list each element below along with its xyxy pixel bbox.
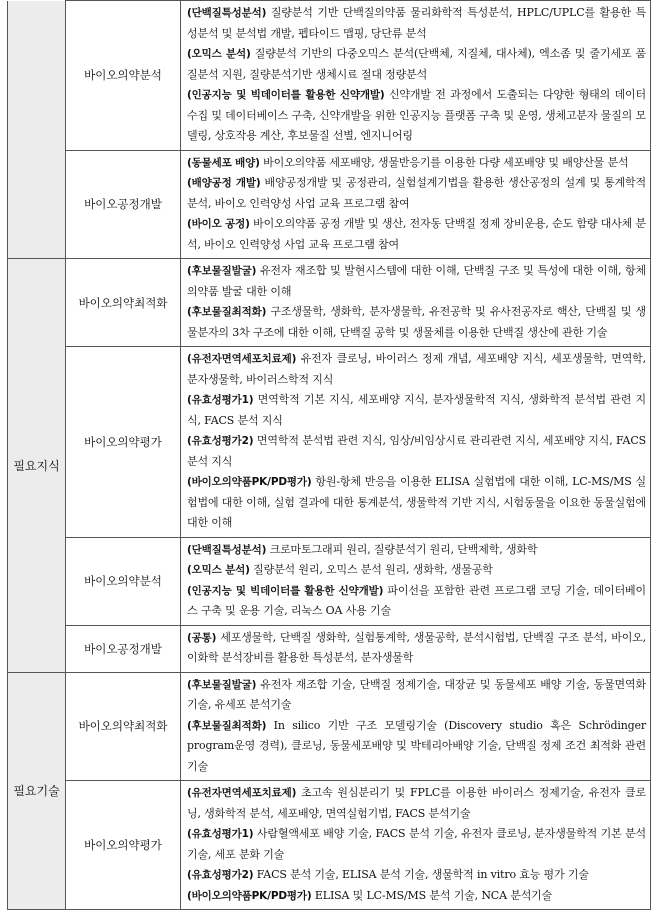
description-cell [181, 347, 651, 538]
list-item: (단백질특성분석) 질량분석 기반 단백질의약품 물리화학적 특성분석, HPLC/UPLC를 활용한 특성분석 및 분석법 개발, 펩타이드 맵핑, 당단류 분석 [187, 6, 646, 40]
subcategory-cell: 바이오의약평가 [66, 347, 181, 538]
list-item: (후보물질발굴) 유전자 재조합 및 발현시스템에 대한 이해, 단백질 구조 및 특성에 대한 이해, 항체의약품 발굴 대한 이해 [187, 264, 646, 298]
table-row [8, 537, 651, 625]
description-cell [181, 259, 651, 347]
subcategory-cell: 바이오의약최적화 [66, 259, 181, 347]
description-cell [181, 625, 651, 672]
list-item: (오믹스 분석) 질량분석 기반의 다중오믹스 분석(단백체, 지질체, 대사체), 엑소좀 및 줄기세포 품질분석 지원, 질량분석기반 생체시료 절대 정량분석 [187, 47, 646, 81]
list-item: (바이오 공정) 바이오의약품 공정 개발 및 생산, 전자동 단백질 정제 장비운용, 순도 함량 대사체 분석, 바이오 인력양성 사업 교육 프로그램 참여 [187, 217, 646, 251]
subcategory-cell: 바이오의약분석 [66, 1, 181, 151]
description-cell [181, 537, 651, 625]
list-item: (동물세포 배양) 바이오의약품 세포배양, 생물반응기를 이용한 다량 세포배양 및 배양산물 분석 [187, 155, 629, 169]
list-item: (인공지능 및 빅데이터를 활용한 신약개발) 신약개발 전 과정에서 도출되는 다양한 형태의 데이터 수집 및 데이터베이스 구축, 신약개발을 위한 인공지능 플랫폼 구축 및 운영, 생체고분자 물질의 모델링, 상호작용 계산, 후보물질 선별, 엔지니어링 [187, 88, 646, 142]
subcategory-cell: 바이오의약최적화 [66, 672, 181, 781]
list-item: (후보물질최적화) 구조생물학, 생화학, 분자생물학, 유전공학 및 유사전공자로 핵산, 단백질 및 생물분자의 3차 구조에 대한 이해, 단백질 공학 및 생물체를 이용한 단백질 생산에 관한 기술 [187, 305, 646, 339]
category-skills: 필요기술 [8, 672, 66, 910]
table-row [8, 1, 651, 151]
subcategory-cell: 바이오의약평가 [66, 781, 181, 910]
subcategory-cell: 바이오공정개발 [66, 150, 181, 259]
list-item: (후보물질최적화) In silico 기반 구조 모델링기술 (Discovery studio 혹은 Schrödinger program운영 경력), 클로닝, 동물세포배양 및 박테리아배양 기술, 단백질 정제 조건 최적화 관련 기술 [187, 718, 646, 773]
list-item: (후보물질발굴) 유전자 재조합 기술, 단백질 정제기술, 대장균 및 동물세포 배양 기술, 동물면역화 기술, 유세포 분석기술 [187, 677, 646, 711]
requirements-table [7, 0, 651, 910]
list-item: (유효성평가2) FACS 분석 기술, ELISA 분석 기술, 생물학적 in vitro 효능 평가 기술 [187, 868, 589, 881]
list-item: (배양공정 개발) 배양공정개발 및 공정관리, 실험설계기법을 활용한 생산공정의 설계 및 통계학적 분석, 바이오 인력양성 사업 교육 프로그램 참여 [187, 176, 646, 210]
description-cell [181, 672, 651, 781]
list-item: (바이오의약품PK/PD평가) ELISA 및 LC-MS/MS 분석 기술, NCA 분석기술 [187, 888, 553, 902]
list-item: (유효성평가1) 사람혈액세포 배양 기술, FACS 분석 기술, 유전자 클로닝, 분자생물학적 기본 분석 기술, 세포 분화 기술 [187, 827, 646, 861]
table-row [8, 672, 651, 781]
table-row [8, 259, 651, 347]
description-cell [181, 150, 651, 259]
list-item: (공통) 세포생물학, 단백질 생화학, 실험통계학, 생물공학, 분석시험법, 단백질 구조 분석, 바이오, 이화학 분석장비를 활용한 특성분석, 분자생물학 [187, 630, 646, 664]
table-row [8, 347, 651, 538]
list-item: (인공지능 및 빅데이터를 활용한 신약개발) 파이선을 포함한 관련 프로그램 코딩 기술, 데이터베이스 구축 및 운용 기술, 리눅스 OA 사용 기술 [187, 583, 646, 617]
list-item: (오믹스 분석) 질량분석 원리, 오믹스 분석 원리, 생화학, 생물공학 [187, 563, 493, 576]
category-knowledge: 필요지식 [8, 259, 66, 673]
subcategory-cell: 바이오공정개발 [66, 625, 181, 672]
list-item: (유전자면역세포치료제) 초고속 원심분리기 및 FPLC를 이용한 바이러스 정제기술, 유전자 클로닝, 생화학적 분석, 세포배양, 면역실험기법, FACS 분석기술 [187, 786, 646, 820]
list-item: (유효성평가2) 면역학적 분석법 관련 지식, 임상/비임상시료 관리관련 지식, 세포배양 지식, FACS 분석 지식 [187, 434, 646, 468]
description-cell [181, 1, 651, 151]
table-row [8, 781, 651, 910]
category-cell-continued [8, 1, 66, 259]
list-item: (유효성평가1) 면역학적 기본 지식, 세포배양 지식, 분자생물학적 지식, 생화학적 분석법 관련 지식, FACS 분석 지식 [187, 393, 646, 427]
subcategory-cell: 바이오의약분석 [66, 537, 181, 625]
table-row [8, 150, 651, 259]
list-item: (바이오의약품PK/PD평가) 항원-항체 반응을 이용한 ELISA 실험법에 대한 이해, LC-MS/MS 실험법에 대한 이해, 실험 결과에 대한 통계분석, 생물학적 기반 지식, 시험동물을 이요한 동물실험에 대한 이해 [187, 475, 646, 529]
list-item: (유전자면역세포치료제) 유전자 클로닝, 바이러스 정제 개념, 세포배양 지식, 세포생물학, 면역학, 분자생물학, 바이러스학적 지식 [187, 352, 646, 386]
description-cell [181, 781, 651, 910]
list-item: (단백질특성분석) 크로마토그래피 원리, 질량분석기 원리, 단백제학, 생화학 [187, 542, 538, 556]
table-row [8, 625, 651, 672]
